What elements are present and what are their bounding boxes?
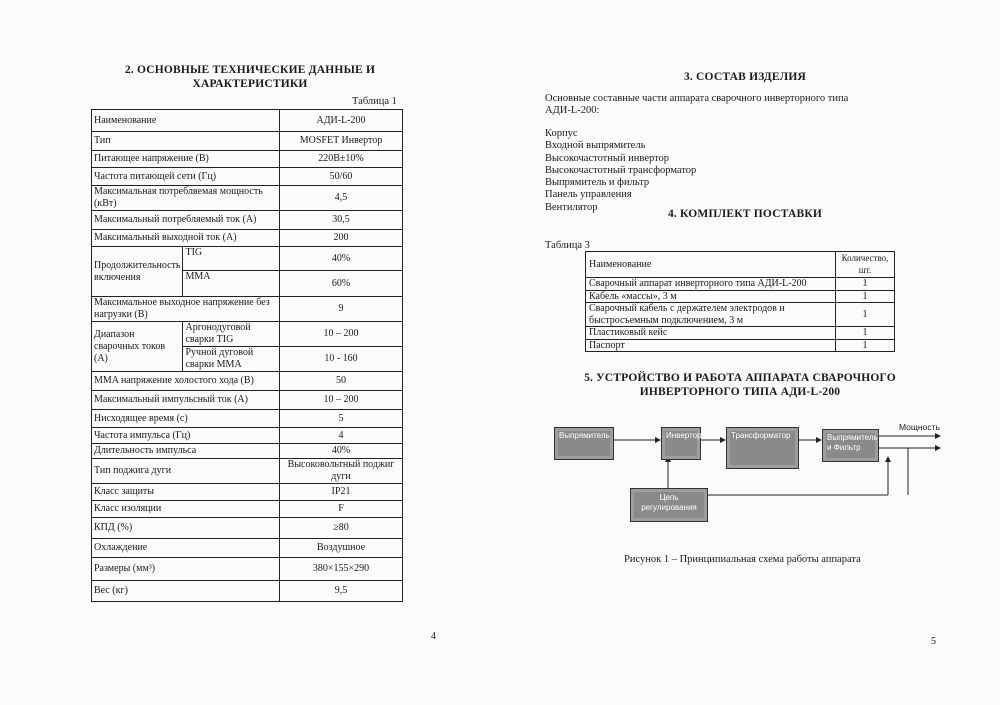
table-cell: Максимальный импульсный ток (А) bbox=[92, 391, 280, 410]
section-3-heading: 3. СОСТАВ ИЗДЕЛИЯ bbox=[683, 71, 807, 83]
table-cell: TIG bbox=[183, 247, 280, 271]
table-cell: Высоковольтный поджиг дуги bbox=[280, 459, 403, 484]
list-item: Входной выпрямитель bbox=[545, 140, 646, 152]
table-cell: 4,5 bbox=[280, 186, 403, 211]
rectifier-filter-block: Выпрямитель и Фильтр bbox=[822, 429, 879, 462]
table-cell: Питающее напряжение (В) bbox=[92, 151, 280, 168]
table-cell: 1 bbox=[836, 303, 895, 327]
table-cell: АДИ-L-200 bbox=[280, 110, 403, 132]
list-item: Выпрямитель и фильтр bbox=[545, 177, 650, 189]
table-cell: 50 bbox=[280, 372, 403, 391]
table-cell: 1 bbox=[836, 327, 895, 340]
table-cell: Максимальный выходной ток (А) bbox=[92, 230, 280, 247]
figure-caption: Рисунок 1 – Принципиальная схема работы аппарата bbox=[624, 554, 861, 565]
table-cell: 9,5 bbox=[280, 581, 403, 602]
page-number-right: 5 bbox=[931, 636, 936, 647]
table-cell: Частота импульса (Гц) bbox=[92, 428, 280, 444]
table-cell: Тип поджига дуги bbox=[92, 459, 280, 484]
table-cell: Тип bbox=[92, 132, 280, 151]
table-cell: MMA напряжение холостого хода (В) bbox=[92, 372, 280, 391]
table-cell: Паспорт bbox=[586, 339, 836, 352]
table-cell: Продолжительность включения bbox=[92, 247, 183, 297]
table-cell: 380×155×290 bbox=[280, 558, 403, 581]
table-cell: Максимальная потребляемая мощность (кВт) bbox=[92, 186, 280, 211]
table-cell: Максимальный потребляемый ток (А) bbox=[92, 211, 280, 230]
table-cell: Пластиковый кейс bbox=[586, 327, 836, 340]
table-cell: F bbox=[280, 501, 403, 518]
table-cell: Количество, шт. bbox=[836, 252, 895, 278]
table-cell: 30,5 bbox=[280, 211, 403, 230]
table-cell: 9 bbox=[280, 297, 403, 322]
table-cell: Длительность импульса bbox=[92, 444, 280, 459]
table-cell: Наименование bbox=[586, 252, 836, 278]
table-cell: 1 bbox=[836, 290, 895, 303]
list-item: Вентилятор bbox=[545, 201, 598, 213]
output-power-label: Мощность bbox=[899, 422, 940, 432]
table-cell: Воздушное bbox=[280, 539, 403, 558]
table-cell: 40% bbox=[280, 444, 403, 459]
table-cell: Аргонодуговой сварки TIG bbox=[183, 322, 280, 347]
table-cell: Ручной дуговой сварки MMA bbox=[183, 347, 280, 372]
table-cell: 10 - 160 bbox=[280, 347, 403, 372]
table-1-label: Таблица 1 bbox=[352, 96, 397, 107]
table-cell: 1 bbox=[836, 278, 895, 291]
table-cell: 40% bbox=[280, 247, 403, 271]
table-cell: 1 bbox=[836, 339, 895, 352]
table-cell: Максимальное выходное напряжение без нагрузки (В) bbox=[92, 297, 280, 322]
table-cell: Класс изоляции bbox=[92, 501, 280, 518]
control-circuit-block: Цепь регулирования bbox=[630, 488, 708, 522]
table-cell: 220В±10% bbox=[280, 151, 403, 168]
arrow-head bbox=[935, 445, 941, 451]
table-cell: ≥80 bbox=[280, 518, 403, 539]
table-cell: Наименование bbox=[92, 110, 280, 132]
arrow-head bbox=[935, 433, 941, 439]
table-cell: Сварочный кабель с держателем электродов и быстросъемным подключением, 3 м bbox=[586, 303, 836, 327]
table-cell: 10 – 200 bbox=[280, 322, 403, 347]
table-cell: 4 bbox=[280, 428, 403, 444]
table-cell: Вес (кг) bbox=[92, 581, 280, 602]
transformer-block: Трансформатор bbox=[726, 427, 799, 469]
table-cell: 10 – 200 bbox=[280, 391, 403, 410]
list-item: Корпус bbox=[545, 128, 578, 139]
table-3-label: Таблица 3 bbox=[545, 240, 590, 251]
table-cell: MMA bbox=[183, 271, 280, 297]
list-item: Высокочастотный трансформатор bbox=[545, 164, 697, 176]
table-cell: КПД (%) bbox=[92, 518, 280, 539]
composition-intro: Основные составные части аппарата сварочного инверторного типа АДИ-L-200: bbox=[545, 93, 849, 116]
table-cell: 200 bbox=[280, 230, 403, 247]
table-cell: Сварочный аппарат инверторного типа АДИ-L-200 bbox=[586, 278, 836, 291]
section-5-heading: 5. УСТРОЙСТВО И РАБОТА АППАРАТА СВАРОЧНОГО ИНВЕРТОРНОГО ТИПА АДИ-L-200 bbox=[584, 372, 896, 398]
table-cell: MOSFET Инвертор bbox=[280, 132, 403, 151]
list-item: Высокочастотный инвертор bbox=[545, 152, 670, 164]
table-cell: Размеры (мм³) bbox=[92, 558, 280, 581]
table-cell: Частота питающей сети (Гц) bbox=[92, 168, 280, 186]
list-item: Панель управления bbox=[545, 189, 632, 201]
section-4-heading: 4. КОМПЛЕКТ ПОСТАВКИ bbox=[667, 208, 823, 220]
rectifier-block: Выпрямитель bbox=[554, 427, 614, 460]
table-cell: 50/60 bbox=[280, 168, 403, 186]
table-cell: Класс защиты bbox=[92, 484, 280, 501]
table-cell: 60% bbox=[280, 271, 403, 297]
table-cell: Диапазон сварочных токов (А) bbox=[92, 322, 183, 372]
inverter-block: Инвертор bbox=[661, 427, 701, 460]
section-2-heading: 2. ОСНОВНЫЕ ТЕХНИЧЕСКИЕ ДАННЫЕ И ХАРАКТЕРИСТИКИ bbox=[124, 64, 376, 90]
arrow-head bbox=[885, 456, 891, 462]
table-cell: Охлаждение bbox=[92, 539, 280, 558]
table-cell: 5 bbox=[280, 410, 403, 428]
table-cell: Кабель «массы», 3 м bbox=[586, 290, 836, 303]
table-cell: IP21 bbox=[280, 484, 403, 501]
table-cell: Нисходящее время (с) bbox=[92, 410, 280, 428]
page-number-left: 4 bbox=[431, 631, 436, 642]
